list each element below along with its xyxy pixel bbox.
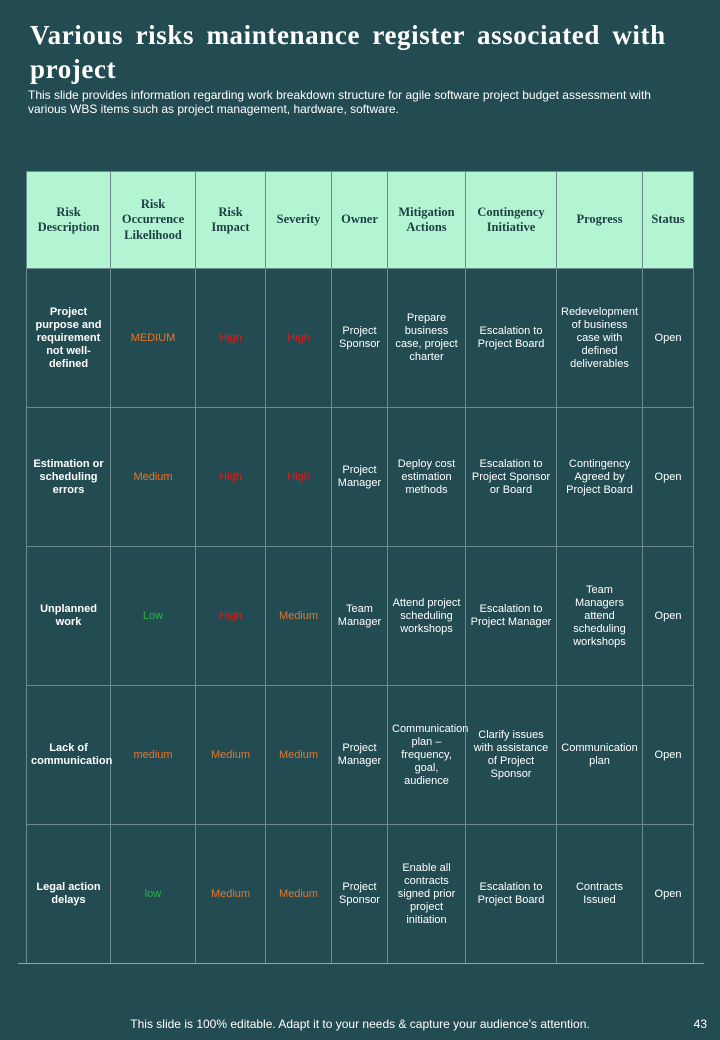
risk-description-cell: Unplanned work [27,547,111,686]
severity-cell: High [266,408,332,547]
page-number: 43 [693,1017,707,1031]
progress-cell: Team Managers attend scheduling workshops [557,547,643,686]
impact-cell: Medium [196,686,266,825]
table-bottom-divider [18,963,704,964]
owner-cell: Project Manager [332,408,388,547]
table-row [27,547,694,686]
likelihood-cell: Medium [111,408,196,547]
risk-description-cell: Lack of communication [27,686,111,825]
table-row [27,269,694,408]
progress-cell: Contracts Issued [557,825,643,964]
likelihood-cell: MEDIUM [111,269,196,408]
impact-cell: High [196,269,266,408]
mitigation-cell: Prepare business case, project charter [388,269,466,408]
owner-cell: Project Sponsor [332,269,388,408]
impact-cell: Medium [196,825,266,964]
page-subtitle: This slide provides information regarding work breakdown structure for agile software project budget assessment with various WBS items such as project management, hardware, software. [28,88,651,116]
column-header: Status [643,172,694,269]
column-header: Risk Occurrence Likelihood [111,172,196,269]
impact-cell: High [196,547,266,686]
risk-description-cell: Legal action delays [27,825,111,964]
risk-description-cell: Estimation or scheduling errors [27,408,111,547]
likelihood-cell: low [111,825,196,964]
owner-cell: Project Sponsor [332,825,388,964]
risk-description-cell: Project purpose and requirement not well-defined [27,269,111,408]
mitigation-cell: Attend project scheduling workshops [388,547,466,686]
table-header-row [27,172,694,269]
contingency-cell: Escalation to Project Sponsor or Board [466,408,557,547]
likelihood-cell: medium [111,686,196,825]
progress-cell: Redevelopment of business case with defined deliverables [557,269,643,408]
status-cell: Open [643,686,694,825]
contingency-cell: Escalation to Project Board [466,825,557,964]
mitigation-cell: Deploy cost estimation methods [388,408,466,547]
column-header: Risk Impact [196,172,266,269]
column-header: Owner [332,172,388,269]
severity-cell: Medium [266,686,332,825]
mitigation-cell: Communication plan – frequency, goal, audience [388,686,466,825]
progress-cell: Contingency Agreed by Project Board [557,408,643,547]
severity-cell: High [266,269,332,408]
severity-cell: Medium [266,547,332,686]
owner-cell: Project Manager [332,686,388,825]
severity-cell: Medium [266,825,332,964]
status-cell: Open [643,547,694,686]
contingency-cell: Escalation to Project Manager [466,547,557,686]
page-title: Various risks maintenance register associated with project [30,20,666,84]
risk-register-table [26,171,694,964]
contingency-cell: Clarify issues with assistance of Project Sponsor [466,686,557,825]
column-header: Mitigation Actions [388,172,466,269]
status-cell: Open [643,825,694,964]
mitigation-cell: Enable all contracts signed prior project initiation [388,825,466,964]
column-header: Risk Description [27,172,111,269]
column-header: Progress [557,172,643,269]
likelihood-cell: Low [111,547,196,686]
table-row [27,408,694,547]
column-header: Contingency Initiative [466,172,557,269]
column-header: Severity [266,172,332,269]
status-cell: Open [643,408,694,547]
progress-cell: Communication plan [557,686,643,825]
status-cell: Open [643,269,694,408]
impact-cell: High [196,408,266,547]
owner-cell: Team Manager [332,547,388,686]
footer-note: This slide is 100% editable. Adapt it to your needs & capture your audience’s attention. [130,1017,590,1031]
table-row [27,686,694,825]
contingency-cell: Escalation to Project Board [466,269,557,408]
table-row [27,825,694,964]
